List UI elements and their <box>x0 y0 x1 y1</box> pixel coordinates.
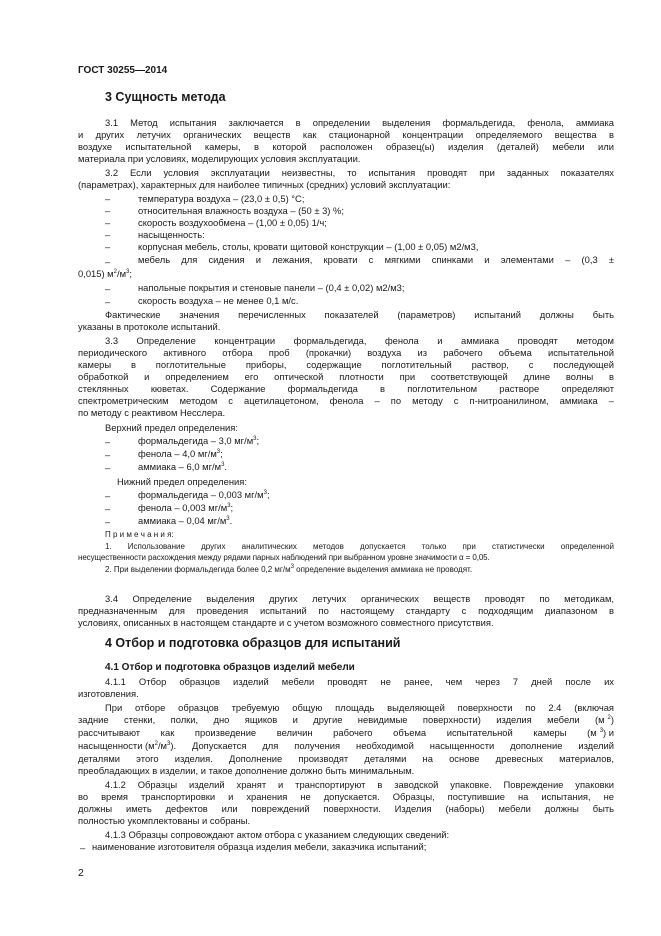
text-line: 3.3 Определение концентрации формальдегида, фенола и аммиака проводят методом <box>105 335 614 346</box>
list-dash: – <box>105 229 111 240</box>
list-item: скорость воздуха – не менее 0,1 м/с. <box>138 295 299 306</box>
list-dash: – <box>105 436 111 447</box>
list-dash: – <box>105 296 111 307</box>
superscript: 2 <box>607 715 611 721</box>
text-part: формальдегида – 0,003 мг/м <box>138 489 264 500</box>
text-line: стеклянных кюветах. Содержание формальдегида в поглотительном растворе определяют <box>78 383 614 394</box>
list-item <box>138 502 233 514</box>
text-line: обработкой и определением его оптической плотности при соответствующей длине волны в <box>78 371 614 382</box>
text-part: ) и <box>603 727 614 738</box>
superscript: 3 <box>253 436 257 442</box>
list-dash: – <box>105 490 111 501</box>
text-line: и других летучих органических веществ как стационарной концентрации определяемого вещества в <box>78 129 614 140</box>
text-line: во время транспортировки и хранения не допускается. Образцы, поступившие на испытания, не <box>78 791 614 802</box>
list-item <box>138 489 270 501</box>
superscript: 3 <box>290 564 294 570</box>
text-line: преобладающих в изделии, и такое дополнение должно быть минимальным. <box>78 765 415 776</box>
list-item <box>138 435 259 447</box>
text-line: 4.1.3 Образцы сопровождают актом отбора с указанием следующих сведений: <box>105 829 450 840</box>
superscript: 3 <box>263 490 267 496</box>
text-part-tail <box>600 727 614 739</box>
text-line: (параметрах), характерных для наиболее типичных (средних) условий эксплуатации: <box>78 179 451 190</box>
list-item <box>138 448 223 460</box>
text-line: полностью укомплектованы и собраны. <box>78 815 251 826</box>
text-part: формальдегида – 3,0 мг/м <box>138 435 254 446</box>
list-dash: – <box>105 205 111 216</box>
list-item: наименование изготовителя образца изделия мебели, заказчика испытаний; <box>92 841 427 852</box>
text-part: фенола – 4,0 мг/м <box>138 448 217 459</box>
text-line <box>78 740 614 752</box>
list-item: скорость воздухообмена – (1,00 ± 0,05) 1/ч; <box>138 217 327 228</box>
text-line: Фактические значения перечисленных показателей (параметров) испытаний должны быть <box>105 309 614 320</box>
text-part: ; <box>129 268 132 279</box>
text-line: 3.2 Если условия эксплуатации неизвестны, то испытания проводят при заданных показателях <box>105 167 614 178</box>
text-part: ; <box>220 448 223 459</box>
text-line: 4.1.1 Отбор образцов изделий мебели проводят не ранее, чем через 7 дней после их <box>105 676 614 687</box>
list-dash: – <box>105 256 111 267</box>
text-line: 3.4 Определение выделения других летучих органических веществ проводят по методикам, <box>105 593 614 604</box>
text-part: определение выделения аммиака не проводят. <box>293 565 473 574</box>
list-item: температура воздуха – (23,0 ± 0,5) °С; <box>138 193 305 204</box>
superscript: 3 <box>599 728 604 734</box>
text-part: фенола – 0,003 мг/м <box>138 502 228 513</box>
list-item <box>138 515 232 527</box>
text-part: ). Допускается для получения необходимой насыщенности дополнение изделий <box>170 740 614 751</box>
text-part: 2. При выделении формальдегида более 0,2 мг/м <box>105 565 291 574</box>
superscript: 3 <box>216 449 221 455</box>
text-line <box>78 727 614 739</box>
text-part: аммиака – 6,0 мг/м <box>138 461 222 472</box>
text-line <box>78 714 614 726</box>
list-item: напольные покрытия и стеновые панели – (0,4 ± 0,02) м2/м3; <box>138 282 405 293</box>
list-item: насыщенность: <box>138 229 205 240</box>
text-line: камеры в поглотительные приборы, содержащие поглотительный раствор, с последующей <box>78 359 614 370</box>
text-part: ; <box>256 435 260 446</box>
notes-title: П р и м е ч а н и я: <box>105 530 174 539</box>
text-part: 0,015) м <box>78 268 114 279</box>
text-line: условиях, описанных в настоящем стандарте и с учетом возможного совместного присутствия. <box>78 617 494 628</box>
text-line: 3.1 Метод испытания заключается в определении выделения формальдегида, фенола, аммиака <box>105 117 614 128</box>
note-line <box>105 564 472 575</box>
note-line: 1. Использование других аналитических методов допускается только при статистически определенной <box>105 542 614 551</box>
list-item: корпусная мебель, столы, кровати щитовой конструкции – (1,00 ± 0,05) м2/м3, <box>138 241 479 252</box>
list-dash: – <box>105 193 111 204</box>
list-dash: – <box>105 462 111 473</box>
list-dash: – <box>105 503 111 514</box>
text-line: воздухе испытательной камеры, в которой расположен образец(ы) изделия (деталей) мебели или <box>78 141 614 152</box>
text-part-head <box>78 740 170 752</box>
section-4-title: 4 Отбор и подготовка образцов для испытаний <box>105 636 401 650</box>
list-item: мебель для сидения и лежания, кровати с мягкими спинками и элементами – (0,3 ± <box>138 254 614 265</box>
list-item <box>138 461 227 473</box>
superscript: 2 <box>154 741 158 747</box>
section-3-title: 3 Сущность метода <box>105 90 226 104</box>
text-part: . <box>224 461 228 472</box>
text-part: аммиака – 0,04 мг/м <box>138 515 227 526</box>
text-line: изготовления. <box>78 688 139 699</box>
subheading: Верхний предел определения: <box>105 422 238 433</box>
text-line: предназначенным для проведения испытаний по настоящему стандарту с подходящим диапазоном в <box>78 605 614 616</box>
list-dash: – <box>105 449 111 460</box>
text-part: рассчитывают как произведение величин рабочего объема испытательной камеры (м <box>78 727 597 738</box>
note-line: несущественности расхождения между рядами парных наблюдений при выбранном уровне значимости α = 0,05. <box>78 553 490 562</box>
superscript: 3 <box>226 516 230 522</box>
list-dash: – <box>105 516 111 527</box>
text-line: При отборе образцов требуемую общую площадь выделяющей поверхности по 2.4 (включая <box>105 702 614 713</box>
text-part: /м <box>157 740 168 751</box>
text-line: спектрометрическим методом с ацетилацетоном, фенола – по методу с п-нитроанилином, аммиака – <box>78 395 614 406</box>
text-part: . <box>229 515 233 526</box>
text-part: ; <box>230 502 234 513</box>
superscript: 2 <box>113 269 117 275</box>
text-line: указаны в протоколе испытаний. <box>78 321 221 332</box>
text-part: ) <box>610 714 614 725</box>
text-line: материала при условиях, моделирующих условия эксплуатации. <box>78 153 361 164</box>
text-line: должны иметь дефектов или повреждений поверхности. Изделия (наборы) мебели должны быть <box>78 803 614 814</box>
text-part-tail <box>608 714 614 726</box>
list-dash: – <box>105 217 111 228</box>
text-line: периодического активного отбора проб (прокачки) воздуха из рабочего объема испытательной <box>78 347 614 358</box>
text-part: задние стенки, полки, дно ящиков и другие невидимые поверхности) изделия мебели (м <box>78 714 605 725</box>
text-line: по методу с реактивом Несслера. <box>78 407 226 418</box>
text-part: /м <box>116 268 127 279</box>
text-line: деталями этого изделия. Дополнение производят деталями на основе древесных материалов, <box>78 753 614 764</box>
text-part: насыщенности (м <box>78 740 155 751</box>
subsection-4-1-title: 4.1 Отбор и подготовка образцов изделий мебели <box>105 662 355 673</box>
list-item-continuation <box>78 268 132 280</box>
list-dash: – <box>105 241 111 252</box>
superscript: 3 <box>126 269 130 275</box>
superscript: 3 <box>221 462 225 468</box>
superscript: 3 <box>227 503 231 509</box>
list-dash: – <box>105 283 111 294</box>
text-part: ; <box>266 489 270 500</box>
page-number: 2 <box>78 867 84 879</box>
subheading: Нижний предел определения: <box>117 476 247 487</box>
list-item: относительная влажность воздуха – (50 ± 3) %; <box>138 205 344 216</box>
standard-header: ГОСТ 30255—2014 <box>78 65 168 76</box>
superscript: 3 <box>167 741 171 747</box>
list-dash: – <box>80 842 86 853</box>
text-line: 4.1.2 Образцы изделий хранят и транспортируют в заводской упаковке. Повреждение упаковки <box>105 779 614 790</box>
